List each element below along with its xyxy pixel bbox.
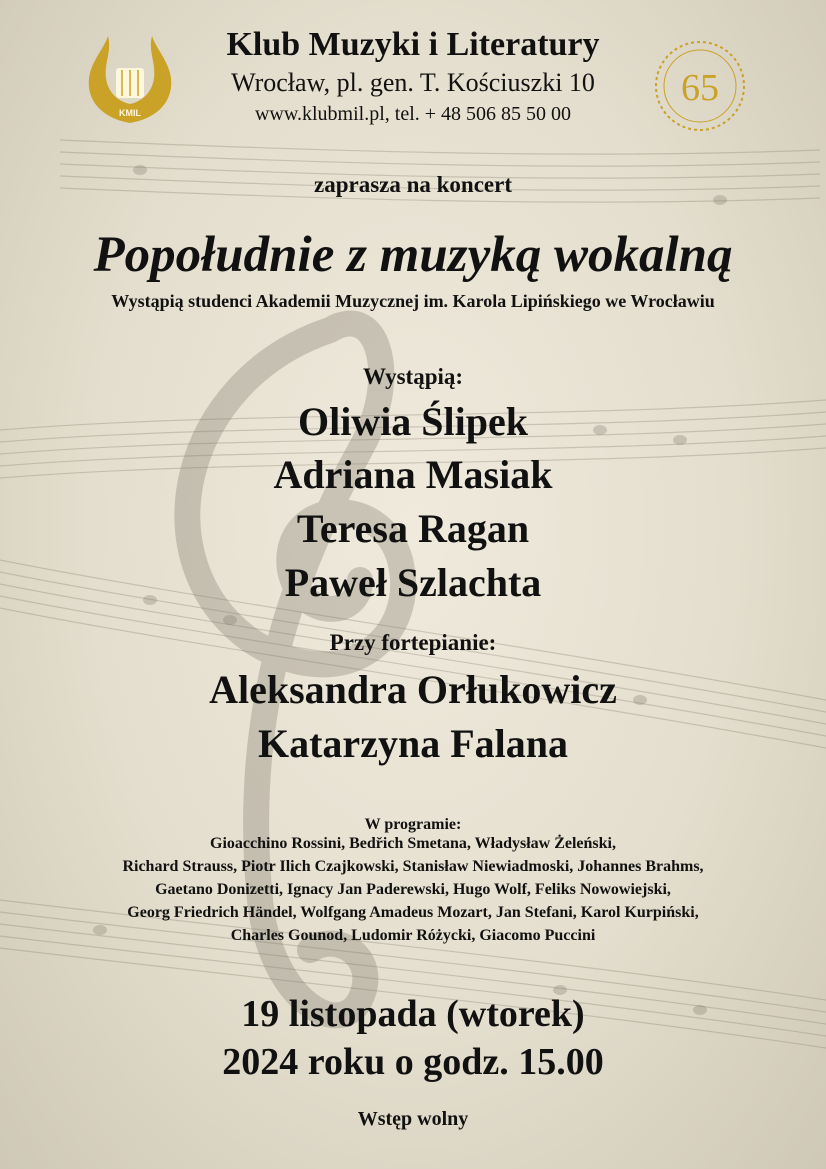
- invite-text: zaprasza na koncert: [313, 172, 513, 197]
- club-address: Wrocław, pl. gen. T. Kościuszki 10: [231, 68, 595, 97]
- performers-label: Wystąpią:: [362, 364, 464, 389]
- program-line: Richard Strauss, Piotr Ilich Czajkowski, Stanisław Niewiadmoski, Johannes Brahms,: [122, 858, 704, 875]
- concert-subtitle: Wystąpią studenci Akademii Muzycznej im. Karola Lipińskiego we Wrocławiu: [111, 291, 715, 311]
- logo-left-text: KMIL: [119, 108, 141, 118]
- concert-title: Popołudnie z muzyką wokalną: [93, 227, 733, 283]
- program-label: W programie:: [364, 816, 462, 833]
- pianist-name: Katarzyna Falana: [258, 721, 568, 766]
- performer-name: Paweł Szlachta: [284, 560, 542, 605]
- program-line: Georg Friedrich Händel, Wolfgang Amadeus Mozart, Jan Stefani, Karol Kurpiński,: [127, 904, 699, 921]
- performer-name: Teresa Ragan: [296, 506, 530, 551]
- performer-name: Oliwia Ślipek: [297, 399, 529, 444]
- event-date: 19 listopada (wtorek): [241, 993, 585, 1035]
- pianist-name: Aleksandra Orłukowicz: [209, 667, 617, 712]
- club-name: Klub Muzyki i Literatury: [226, 26, 600, 63]
- event-time: 2024 roku o godz. 15.00: [222, 1041, 604, 1083]
- program-line: Charles Gounod, Ludomir Różycki, Giacomo Puccini: [230, 927, 596, 944]
- entry-info: Wstęp wolny: [357, 1108, 469, 1130]
- logo-right-text: 65: [681, 67, 719, 109]
- program-line: Gioacchino Rossini, Bedřich Smetana, Władysław Żeleński,: [210, 835, 616, 852]
- program-line: Gaetano Donizetti, Ignacy Jan Paderewski, Hugo Wolf, Feliks Nowowiejski,: [155, 881, 671, 898]
- club-contact: www.klubmil.pl, tel. + 48 506 85 50 00: [254, 103, 572, 125]
- pianists-label: Przy fortepianie:: [329, 630, 497, 655]
- performer-name: Adriana Masiak: [273, 452, 553, 497]
